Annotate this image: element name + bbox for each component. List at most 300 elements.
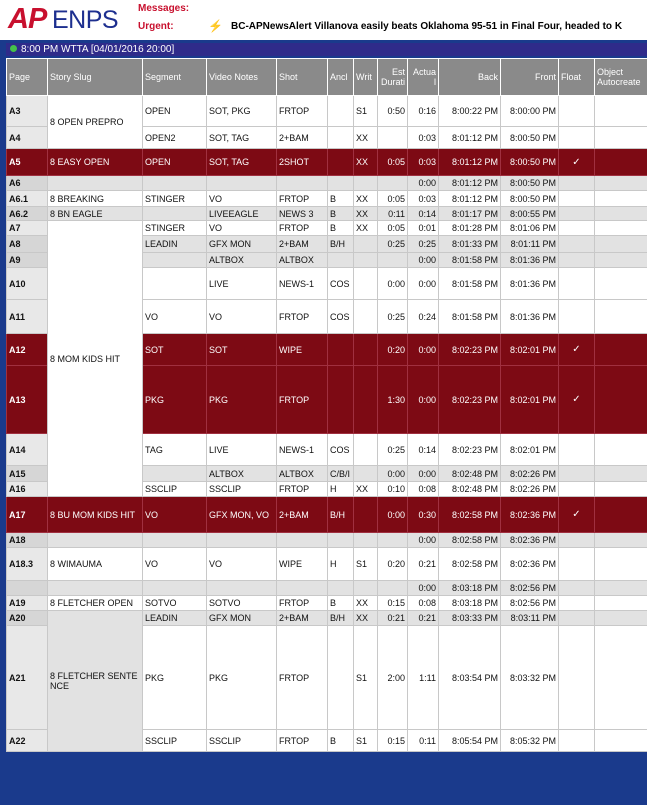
est-duration-cell[interactable]: 0:20 [378,334,408,366]
object-autocreate-cell[interactable] [595,191,647,207]
page-cell[interactable]: A3 [7,96,48,127]
segment-cell[interactable]: STINGER [143,191,207,207]
video-notes-cell[interactable]: SOT [207,334,277,366]
video-notes-cell[interactable]: SOTVO [207,596,277,611]
front-time-cell[interactable]: 8:01:06 PM [501,221,559,236]
shot-cell[interactable]: 2+BAM [277,236,328,253]
segment-cell[interactable] [143,581,207,596]
actual-duration-cell[interactable]: 0:16 [408,96,439,127]
float-checkbox[interactable] [559,253,595,268]
front-time-cell[interactable]: 8:00:50 PM [501,176,559,191]
table-row[interactable] [7,533,647,548]
page-cell[interactable]: A7 [7,221,48,236]
story-slug-cell[interactable] [48,176,143,191]
col-header[interactable]: Shot [277,59,328,96]
video-notes-cell[interactable]: GFX MON [207,236,277,253]
est-duration-cell[interactable]: 0:05 [378,191,408,207]
shot-cell[interactable]: FRTOP [277,191,328,207]
story-slug-cell[interactable]: 8 FLETCHER SENTE NCE [48,611,143,752]
video-notes-cell[interactable]: SOT, PKG [207,96,277,127]
page-cell[interactable]: A6.2 [7,207,48,221]
video-notes-cell[interactable]: GFX MON, VO [207,497,277,533]
float-checkbox[interactable] [559,581,595,596]
page-cell[interactable]: A20 [7,611,48,626]
table-row[interactable] [7,191,647,207]
video-notes-cell[interactable]: GFX MON [207,611,277,626]
anchor-cell[interactable]: C/B/I [328,466,354,482]
float-checkbox[interactable] [559,268,595,300]
anchor-cell[interactable] [328,334,354,366]
front-time-cell[interactable]: 8:02:01 PM [501,334,559,366]
back-time-cell[interactable]: 8:01:28 PM [439,221,501,236]
rundown-title-bar[interactable] [6,43,647,56]
writer-cell[interactable]: S1 [354,730,378,752]
table-row[interactable] [7,611,647,626]
front-time-cell[interactable]: 8:02:36 PM [501,497,559,533]
segment-cell[interactable] [143,466,207,482]
est-duration-cell[interactable]: 0:00 [378,466,408,482]
est-duration-cell[interactable]: 0:25 [378,434,408,466]
shot-cell[interactable]: ALTBOX [277,253,328,268]
segment-cell[interactable]: VO [143,300,207,334]
float-checkbox[interactable] [559,596,595,611]
page-cell[interactable]: A14 [7,434,48,466]
writer-cell[interactable] [354,176,378,191]
back-time-cell[interactable]: 8:01:58 PM [439,300,501,334]
story-slug-cell[interactable]: 8 BU MOM KIDS HIT [48,497,143,533]
back-time-cell[interactable]: 8:01:17 PM [439,207,501,221]
actual-duration-cell[interactable]: 0:00 [408,334,439,366]
story-slug-cell[interactable] [48,581,143,596]
front-time-cell[interactable]: 8:02:26 PM [501,466,559,482]
back-time-cell[interactable]: 8:01:12 PM [439,149,501,176]
est-duration-cell[interactable]: 0:05 [378,221,408,236]
object-autocreate-cell[interactable] [595,434,647,466]
page-cell[interactable]: A10 [7,268,48,300]
anchor-cell[interactable]: COS [328,434,354,466]
writer-cell[interactable] [354,533,378,548]
anchor-cell[interactable] [328,366,354,434]
float-checkbox[interactable] [559,127,595,149]
writer-cell[interactable]: XX [354,207,378,221]
anchor-cell[interactable]: B/H [328,497,354,533]
object-autocreate-cell[interactable] [595,300,647,334]
float-checkbox[interactable] [559,548,595,581]
segment-cell[interactable]: PKG [143,366,207,434]
story-slug-cell[interactable]: 8 OPEN PREPRO [48,96,143,149]
front-time-cell[interactable]: 8:00:50 PM [501,127,559,149]
actual-duration-cell[interactable]: 0:21 [408,611,439,626]
actual-duration-cell[interactable]: 0:00 [408,268,439,300]
shot-cell[interactable]: NEWS 3 [277,207,328,221]
shot-cell[interactable] [277,581,328,596]
est-duration-cell[interactable] [378,176,408,191]
table-row[interactable] [7,581,647,596]
est-duration-cell[interactable]: 0:00 [378,497,408,533]
rundown-grid[interactable] [6,58,647,752]
segment-cell[interactable]: TAG [143,434,207,466]
actual-duration-cell[interactable]: 0:21 [408,548,439,581]
object-autocreate-cell[interactable] [595,611,647,626]
est-duration-cell[interactable]: 0:15 [378,596,408,611]
est-duration-cell[interactable]: 0:15 [378,730,408,752]
shot-cell[interactable]: FRTOP [277,96,328,127]
actual-duration-cell[interactable]: 0:03 [408,127,439,149]
front-time-cell[interactable]: 8:00:50 PM [501,191,559,207]
back-time-cell[interactable]: 8:05:54 PM [439,730,501,752]
est-duration-cell[interactable] [378,127,408,149]
col-header[interactable]: Story Slug [48,59,143,96]
col-header[interactable]: Segment [143,59,207,96]
anchor-cell[interactable] [328,176,354,191]
float-checkbox[interactable]: ✓ [559,334,595,366]
anchor-cell[interactable]: H [328,482,354,497]
page-cell[interactable]: A18 [7,533,48,548]
front-time-cell[interactable]: 8:01:36 PM [501,268,559,300]
writer-cell[interactable] [354,434,378,466]
back-time-cell[interactable]: 8:02:58 PM [439,548,501,581]
segment-cell[interactable]: SOT [143,334,207,366]
video-notes-cell[interactable]: PKG [207,626,277,730]
segment-cell[interactable]: OPEN [143,149,207,176]
est-duration-cell[interactable]: 2:00 [378,626,408,730]
object-autocreate-cell[interactable] [595,334,647,366]
actual-duration-cell[interactable]: 0:00 [408,253,439,268]
segment-cell[interactable] [143,207,207,221]
page-cell[interactable]: A6.1 [7,191,48,207]
float-checkbox[interactable] [559,611,595,626]
float-checkbox[interactable] [559,221,595,236]
writer-cell[interactable]: S1 [354,626,378,730]
col-header[interactable]: Float [559,59,595,96]
writer-cell[interactable]: XX [354,221,378,236]
float-checkbox[interactable] [559,176,595,191]
segment-cell[interactable]: SSCLIP [143,482,207,497]
anchor-cell[interactable]: COS [328,268,354,300]
front-time-cell[interactable]: 8:00:55 PM [501,207,559,221]
actual-duration-cell[interactable]: 0:08 [408,596,439,611]
story-slug-cell[interactable]: 8 FLETCHER OPEN [48,596,143,611]
back-time-cell[interactable]: 8:02:23 PM [439,334,501,366]
actual-duration-cell[interactable]: 0:24 [408,300,439,334]
back-time-cell[interactable]: 8:01:58 PM [439,268,501,300]
segment-cell[interactable]: LEADIN [143,236,207,253]
shot-cell[interactable]: FRTOP [277,221,328,236]
actual-duration-cell[interactable]: 0:14 [408,207,439,221]
object-autocreate-cell[interactable] [595,466,647,482]
writer-cell[interactable]: S1 [354,96,378,127]
video-notes-cell[interactable]: ALTBOX [207,466,277,482]
page-cell[interactable]: A18.3 [7,548,48,581]
writer-cell[interactable] [354,497,378,533]
back-time-cell[interactable]: 8:03:33 PM [439,611,501,626]
video-notes-cell[interactable]: SOT, TAG [207,127,277,149]
segment-cell[interactable]: PKG [143,626,207,730]
object-autocreate-cell[interactable] [595,581,647,596]
object-autocreate-cell[interactable] [595,149,647,176]
est-duration-cell[interactable] [378,533,408,548]
writer-cell[interactable] [354,268,378,300]
video-notes-cell[interactable]: LIVE [207,434,277,466]
shot-cell[interactable]: 2+BAM [277,127,328,149]
shot-cell[interactable]: NEWS-1 [277,434,328,466]
front-time-cell[interactable]: 8:01:36 PM [501,300,559,334]
video-notes-cell[interactable]: VO [207,221,277,236]
float-checkbox[interactable] [559,533,595,548]
col-header[interactable]: Video Notes [207,59,277,96]
actual-duration-cell[interactable]: 0:03 [408,149,439,176]
shot-cell[interactable]: 2SHOT [277,149,328,176]
est-duration-cell[interactable] [378,253,408,268]
col-header[interactable]: Back [439,59,501,96]
shot-cell[interactable] [277,533,328,548]
shot-cell[interactable]: FRTOP [277,366,328,434]
video-notes-cell[interactable]: SSCLIP [207,730,277,752]
object-autocreate-cell[interactable] [595,96,647,127]
anchor-cell[interactable]: H [328,548,354,581]
object-autocreate-cell[interactable] [595,236,647,253]
front-time-cell[interactable]: 8:00:50 PM [501,149,559,176]
actual-duration-cell[interactable]: 0:11 [408,730,439,752]
anchor-cell[interactable]: B [328,207,354,221]
actual-duration-cell[interactable]: 0:00 [408,533,439,548]
anchor-cell[interactable] [328,149,354,176]
object-autocreate-cell[interactable] [595,268,647,300]
segment-cell[interactable] [143,253,207,268]
story-slug-cell[interactable]: 8 WIMAUMA [48,548,143,581]
table-row[interactable] [7,149,647,176]
object-autocreate-cell[interactable] [595,482,647,497]
float-checkbox[interactable] [559,96,595,127]
segment-cell[interactable]: SOTVO [143,596,207,611]
video-notes-cell[interactable] [207,581,277,596]
writer-cell[interactable]: S1 [354,548,378,581]
back-time-cell[interactable]: 8:02:58 PM [439,533,501,548]
segment-cell[interactable]: LEADIN [143,611,207,626]
anchor-cell[interactable] [328,581,354,596]
float-checkbox[interactable] [559,482,595,497]
writer-cell[interactable]: XX [354,191,378,207]
page-cell[interactable]: A6 [7,176,48,191]
back-time-cell[interactable]: 8:00:22 PM [439,96,501,127]
video-notes-cell[interactable] [207,533,277,548]
back-time-cell[interactable]: 8:02:48 PM [439,466,501,482]
shot-cell[interactable]: FRTOP [277,482,328,497]
table-row[interactable] [7,96,647,127]
story-slug-cell[interactable]: 8 EASY OPEN [48,149,143,176]
back-time-cell[interactable]: 8:03:18 PM [439,581,501,596]
est-duration-cell[interactable]: 0:10 [378,482,408,497]
writer-cell[interactable] [354,581,378,596]
writer-cell[interactable] [354,366,378,434]
segment-cell[interactable] [143,176,207,191]
back-time-cell[interactable]: 8:02:23 PM [439,366,501,434]
col-header[interactable]: Object Autocreate [595,59,647,96]
writer-cell[interactable] [354,236,378,253]
page-cell[interactable]: A16 [7,482,48,497]
story-slug-cell[interactable]: 8 MOM KIDS HIT [48,221,143,497]
page-cell[interactable]: A12 [7,334,48,366]
object-autocreate-cell[interactable] [595,548,647,581]
actual-duration-cell[interactable]: 0:00 [408,581,439,596]
video-notes-cell[interactable] [207,176,277,191]
object-autocreate-cell[interactable] [595,730,647,752]
front-time-cell[interactable]: 8:03:11 PM [501,611,559,626]
anchor-cell[interactable]: B [328,596,354,611]
page-cell[interactable]: A11 [7,300,48,334]
table-row[interactable] [7,176,647,191]
back-time-cell[interactable]: 8:01:58 PM [439,253,501,268]
front-time-cell[interactable]: 8:02:01 PM [501,366,559,434]
col-header[interactable]: Front [501,59,559,96]
table-row[interactable] [7,221,647,236]
shot-cell[interactable]: WIPE [277,548,328,581]
segment-cell[interactable]: OPEN [143,96,207,127]
float-checkbox[interactable]: ✓ [559,497,595,533]
video-notes-cell[interactable]: LIVE [207,268,277,300]
back-time-cell[interactable]: 8:02:23 PM [439,434,501,466]
float-checkbox[interactable] [559,236,595,253]
page-cell[interactable]: A22 [7,730,48,752]
page-cell[interactable]: A17 [7,497,48,533]
est-duration-cell[interactable]: 0:05 [378,149,408,176]
shot-cell[interactable]: WIPE [277,334,328,366]
object-autocreate-cell[interactable] [595,626,647,730]
float-checkbox[interactable] [559,730,595,752]
front-time-cell[interactable]: 8:05:32 PM [501,730,559,752]
actual-duration-cell[interactable]: 0:03 [408,191,439,207]
front-time-cell[interactable]: 8:01:36 PM [501,253,559,268]
actual-duration-cell[interactable]: 0:25 [408,236,439,253]
video-notes-cell[interactable]: VO [207,300,277,334]
object-autocreate-cell[interactable] [595,221,647,236]
float-checkbox[interactable] [559,191,595,207]
anchor-cell[interactable] [328,96,354,127]
shot-cell[interactable]: FRTOP [277,730,328,752]
actual-duration-cell[interactable]: 0:00 [408,176,439,191]
writer-cell[interactable] [354,300,378,334]
col-header[interactable]: Writ [354,59,378,96]
segment-cell[interactable] [143,268,207,300]
front-time-cell[interactable]: 8:01:11 PM [501,236,559,253]
writer-cell[interactable]: XX [354,611,378,626]
float-checkbox[interactable] [559,466,595,482]
est-duration-cell[interactable]: 0:20 [378,548,408,581]
anchor-cell[interactable] [328,533,354,548]
writer-cell[interactable]: XX [354,127,378,149]
object-autocreate-cell[interactable] [595,253,647,268]
front-time-cell[interactable]: 8:02:26 PM [501,482,559,497]
est-duration-cell[interactable]: 1:30 [378,366,408,434]
shot-cell[interactable] [277,176,328,191]
actual-duration-cell[interactable]: 0:14 [408,434,439,466]
est-duration-cell[interactable]: 0:25 [378,236,408,253]
segment-cell[interactable] [143,533,207,548]
anchor-cell[interactable]: B/H [328,236,354,253]
shot-cell[interactable]: ALTBOX [277,466,328,482]
est-duration-cell[interactable]: 0:50 [378,96,408,127]
est-duration-cell[interactable]: 0:21 [378,611,408,626]
front-time-cell[interactable]: 8:00:00 PM [501,96,559,127]
page-cell[interactable]: A21 [7,626,48,730]
shot-cell[interactable]: NEWS-1 [277,268,328,300]
front-time-cell[interactable]: 8:02:36 PM [501,533,559,548]
back-time-cell[interactable]: 8:01:12 PM [439,176,501,191]
anchor-cell[interactable]: COS [328,300,354,334]
story-slug-cell[interactable]: 8 BN EAGLE [48,207,143,221]
front-time-cell[interactable]: 8:02:36 PM [501,548,559,581]
writer-cell[interactable]: XX [354,149,378,176]
segment-cell[interactable]: STINGER [143,221,207,236]
shot-cell[interactable]: FRTOP [277,626,328,730]
object-autocreate-cell[interactable] [595,176,647,191]
back-time-cell[interactable]: 8:02:58 PM [439,497,501,533]
page-cell[interactable]: A8 [7,236,48,253]
col-header[interactable]: Ancl [328,59,354,96]
back-time-cell[interactable]: 8:01:33 PM [439,236,501,253]
actual-duration-cell[interactable]: 1:11 [408,626,439,730]
object-autocreate-cell[interactable] [595,366,647,434]
page-cell[interactable]: A9 [7,253,48,268]
video-notes-cell[interactable]: ALTBOX [207,253,277,268]
front-time-cell[interactable]: 8:02:56 PM [501,581,559,596]
float-checkbox[interactable] [559,300,595,334]
segment-cell[interactable]: VO [143,497,207,533]
front-time-cell[interactable]: 8:02:56 PM [501,596,559,611]
page-cell[interactable]: A4 [7,127,48,149]
video-notes-cell[interactable]: VO [207,548,277,581]
story-slug-cell[interactable] [48,533,143,548]
table-row[interactable] [7,596,647,611]
object-autocreate-cell[interactable] [595,596,647,611]
page-cell[interactable]: A13 [7,366,48,434]
anchor-cell[interactable]: B [328,730,354,752]
est-duration-cell[interactable]: 0:25 [378,300,408,334]
object-autocreate-cell[interactable] [595,207,647,221]
float-checkbox[interactable] [559,207,595,221]
urgent-message[interactable]: BC-APNewsAlert Villanova easily beats Oklahoma 95-51 in Final Four, headed to K [231,21,623,32]
actual-duration-cell[interactable]: 0:00 [408,466,439,482]
anchor-cell[interactable] [328,127,354,149]
table-row[interactable] [7,497,647,533]
col-header[interactable]: Page [7,59,48,96]
anchor-cell[interactable] [328,626,354,730]
est-duration-cell[interactable]: 0:00 [378,268,408,300]
col-header[interactable]: Est Durati [378,59,408,96]
page-cell[interactable]: A19 [7,596,48,611]
story-slug-cell[interactable]: 8 BREAKING [48,191,143,207]
actual-duration-cell[interactable]: 0:08 [408,482,439,497]
anchor-cell[interactable]: B [328,191,354,207]
float-checkbox[interactable] [559,626,595,730]
video-notes-cell[interactable]: VO [207,191,277,207]
writer-cell[interactable] [354,334,378,366]
float-checkbox[interactable]: ✓ [559,149,595,176]
anchor-cell[interactable]: B [328,221,354,236]
object-autocreate-cell[interactable] [595,127,647,149]
video-notes-cell[interactable]: PKG [207,366,277,434]
est-duration-cell[interactable] [378,581,408,596]
float-checkbox[interactable] [559,434,595,466]
actual-duration-cell[interactable]: 0:30 [408,497,439,533]
writer-cell[interactable] [354,466,378,482]
back-time-cell[interactable]: 8:02:48 PM [439,482,501,497]
est-duration-cell[interactable]: 0:11 [378,207,408,221]
back-time-cell[interactable]: 8:03:18 PM [439,596,501,611]
table-row[interactable] [7,548,647,581]
shot-cell[interactable]: 2+BAM [277,497,328,533]
shot-cell[interactable]: 2+BAM [277,611,328,626]
